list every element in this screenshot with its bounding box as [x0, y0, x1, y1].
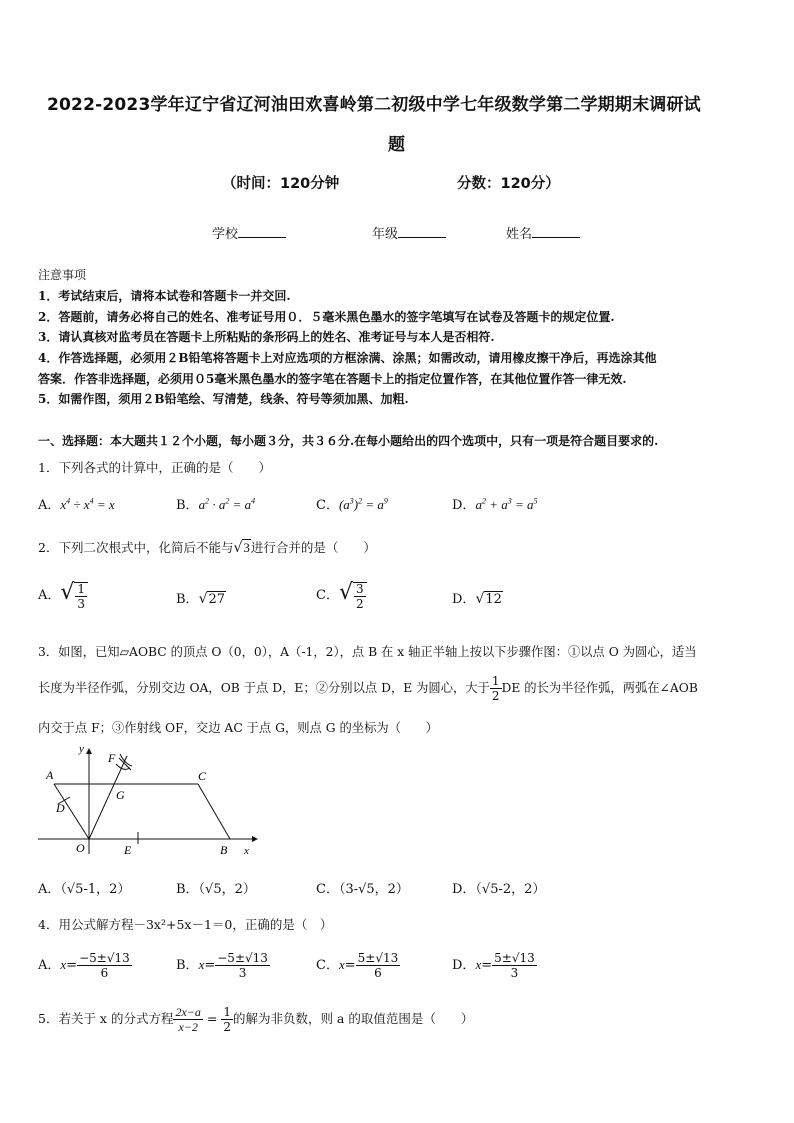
- grade-label: 年级: [372, 227, 399, 242]
- question-3-line1: 3．如图，已知▱AOBC 的顶点 O（0，0），A（-1，2），点 B 在 x 轴正半轴上按以下步骤作图：①以点 O 为圆心，适当: [38, 645, 697, 659]
- label-x: x: [244, 845, 249, 857]
- notice-item: 1．考试结束后，请将本试卷和答题卡一并交回.: [38, 289, 291, 303]
- notice-item: 答案．作答非选择题，必须用０5毫米黑色墨水的签字笔在答题卡上的指定位置作答，在其他位置作答一律无效.: [38, 372, 627, 386]
- page-title: 2022-2023学年辽宁省辽河油田欢喜岭第二初级中学七年级数学第二学期期末调研试: [47, 95, 701, 115]
- option-label: C．: [316, 958, 339, 973]
- option-label: D．: [452, 958, 476, 973]
- q1-option-a[interactable]: A．$x^4 \div x^4 = x$: [38, 496, 115, 513]
- label-g: G: [116, 788, 125, 802]
- option-label: B．: [176, 592, 199, 607]
- q3-option-d[interactable]: D．（√5-2，2）: [452, 882, 546, 897]
- q3-option-a[interactable]: A．（√5-1，2）: [38, 882, 131, 897]
- q1-option-c[interactable]: C．$(a^3)^2 = a^9$: [316, 496, 388, 513]
- x-axis-arrow: [252, 836, 258, 842]
- option-label: B．: [176, 498, 199, 513]
- label-d: D: [56, 801, 65, 815]
- q2-option-c[interactable]: C．√ $\frac{3}{2}$: [316, 580, 367, 610]
- notice-heading: 注意事项: [38, 268, 87, 282]
- q4-option-b[interactable]: B．x= $\frac{-5\pm√13}{3}$: [176, 951, 268, 980]
- name-field[interactable]: [506, 223, 580, 242]
- exam-time: （时间：120分钟: [222, 176, 340, 192]
- q2-option-a[interactable]: A．√ $\frac{1}{3}$: [38, 580, 88, 610]
- q2-option-b[interactable]: B．√27: [176, 591, 226, 607]
- option-label: C．: [316, 588, 339, 603]
- q4-option-d[interactable]: D．x= $\frac{5\pm√13}{3}$: [452, 951, 535, 980]
- question-3-line2: 长度为半径作弧，分别交边 OA，OB 于点 D，E；②分别以点 D，E 为圆心，大于 $\frac{1}{2}$ DE 的长为半径作弧，两弧在∠AOB: [38, 674, 698, 703]
- q4-option-c[interactable]: C．x= $\frac{5\pm√13}{6}$: [316, 951, 399, 980]
- label-o: O: [76, 841, 85, 855]
- q2-stem-pre: 2．下列二次根式中，化简后不能与: [38, 540, 234, 555]
- label-a: A: [46, 768, 54, 782]
- label-c: C: [198, 769, 207, 783]
- page-title-continued: 题: [388, 135, 406, 155]
- q1-option-b[interactable]: B．$a^2 \cdot a^2 = a^4$: [176, 496, 256, 513]
- notice-item: 4．作答选择题，必须用２B铅笔将答题卡上对应选项的方框涂满、涂黑；如需改动，请用橡皮擦干净后，再选涂其他: [38, 351, 657, 365]
- q3-geometry-figure: [30, 742, 260, 860]
- option-label: D．: [452, 592, 476, 607]
- section-heading: 一、选择题：本大题共１２个小题，每小题３分，共３６分.在每小题给出的四个选项中，只有一项是符合题目要求的.: [38, 434, 659, 448]
- school-label: 学校: [212, 227, 239, 242]
- label-f: F: [108, 751, 116, 765]
- q2-stem-post: 进行合并的是（ ）: [250, 540, 376, 555]
- question-2-stem: 2．下列二次根式中，化简后不能与√3进行合并的是（ ）: [38, 540, 376, 556]
- y-axis-arrow: [86, 748, 92, 754]
- q5-stem-pre: 5．若关于 x 的分式方程: [38, 1011, 174, 1026]
- school-field[interactable]: [212, 223, 286, 242]
- option-label: D．: [452, 498, 476, 513]
- question-1-stem: 1．下列各式的计算中，正确的是（ ）: [38, 460, 271, 475]
- notice-item: 5．如需作图，须用２B铅笔绘、写清楚，线条、符号等须加黑、加粗.: [38, 392, 409, 406]
- label-b: B: [220, 843, 228, 857]
- q2-option-d[interactable]: D．√12: [452, 591, 502, 607]
- q3-line2-post: DE 的长为半径作弧，两弧在∠AOB: [501, 681, 698, 695]
- arc-f2: [120, 754, 132, 766]
- option-label: A．: [38, 588, 61, 603]
- q3-option-c[interactable]: C．（3-√5，2）: [316, 882, 409, 897]
- exam-score: 分数：120分）: [457, 176, 560, 192]
- q1-option-d[interactable]: D．$a^2 + a^3 = a^5$: [452, 496, 538, 513]
- label-y: y: [79, 743, 84, 755]
- notice-item: 3．请认真核对监考员在答题卡上所粘贴的条形码上的姓名、准考证号与本人是否相符.: [38, 330, 495, 344]
- name-label: 姓名: [506, 227, 533, 242]
- q4-option-a[interactable]: A．x= $\frac{-5\pm√13}{6}$: [38, 951, 130, 980]
- label-e: E: [124, 843, 132, 857]
- option-label: A．: [38, 498, 61, 513]
- q3-option-b[interactable]: B．（√5，2）: [176, 882, 256, 897]
- option-label: C．: [316, 498, 339, 513]
- grade-field[interactable]: [372, 223, 446, 242]
- question-3-line3: 内交于点 F；③作射线 OF，交边 AC 于点 G，则点 G 的坐标为（ ）: [38, 721, 438, 735]
- side-cb: [198, 784, 230, 839]
- question-4-stem: 4．用公式解方程－3x²+5x－1＝0，正确的是（ ）: [38, 917, 333, 932]
- q3-line2-pre: 长度为半径作弧，分别交边 OA，OB 于点 D，E；②分别以点 D，E 为圆心，大于: [38, 681, 490, 695]
- option-label: A．: [38, 958, 61, 973]
- question-5-stem: 5．若关于 x 的分式方程 $\frac{2x-a}{x-2}$ = $\frac{1}{2}$ 的解为非负数，则 a 的取值范围是（ ）: [38, 1005, 474, 1034]
- option-label: B．: [176, 958, 199, 973]
- notice-item: 2．答题前，请务必将自己的姓名、准考证号用０．５毫米黑色墨水的签字笔填写在试卷及答题卡的规定位置.: [38, 310, 615, 324]
- q5-stem-post: 的解为非负数，则 a 的取值范围是（ ）: [232, 1011, 474, 1026]
